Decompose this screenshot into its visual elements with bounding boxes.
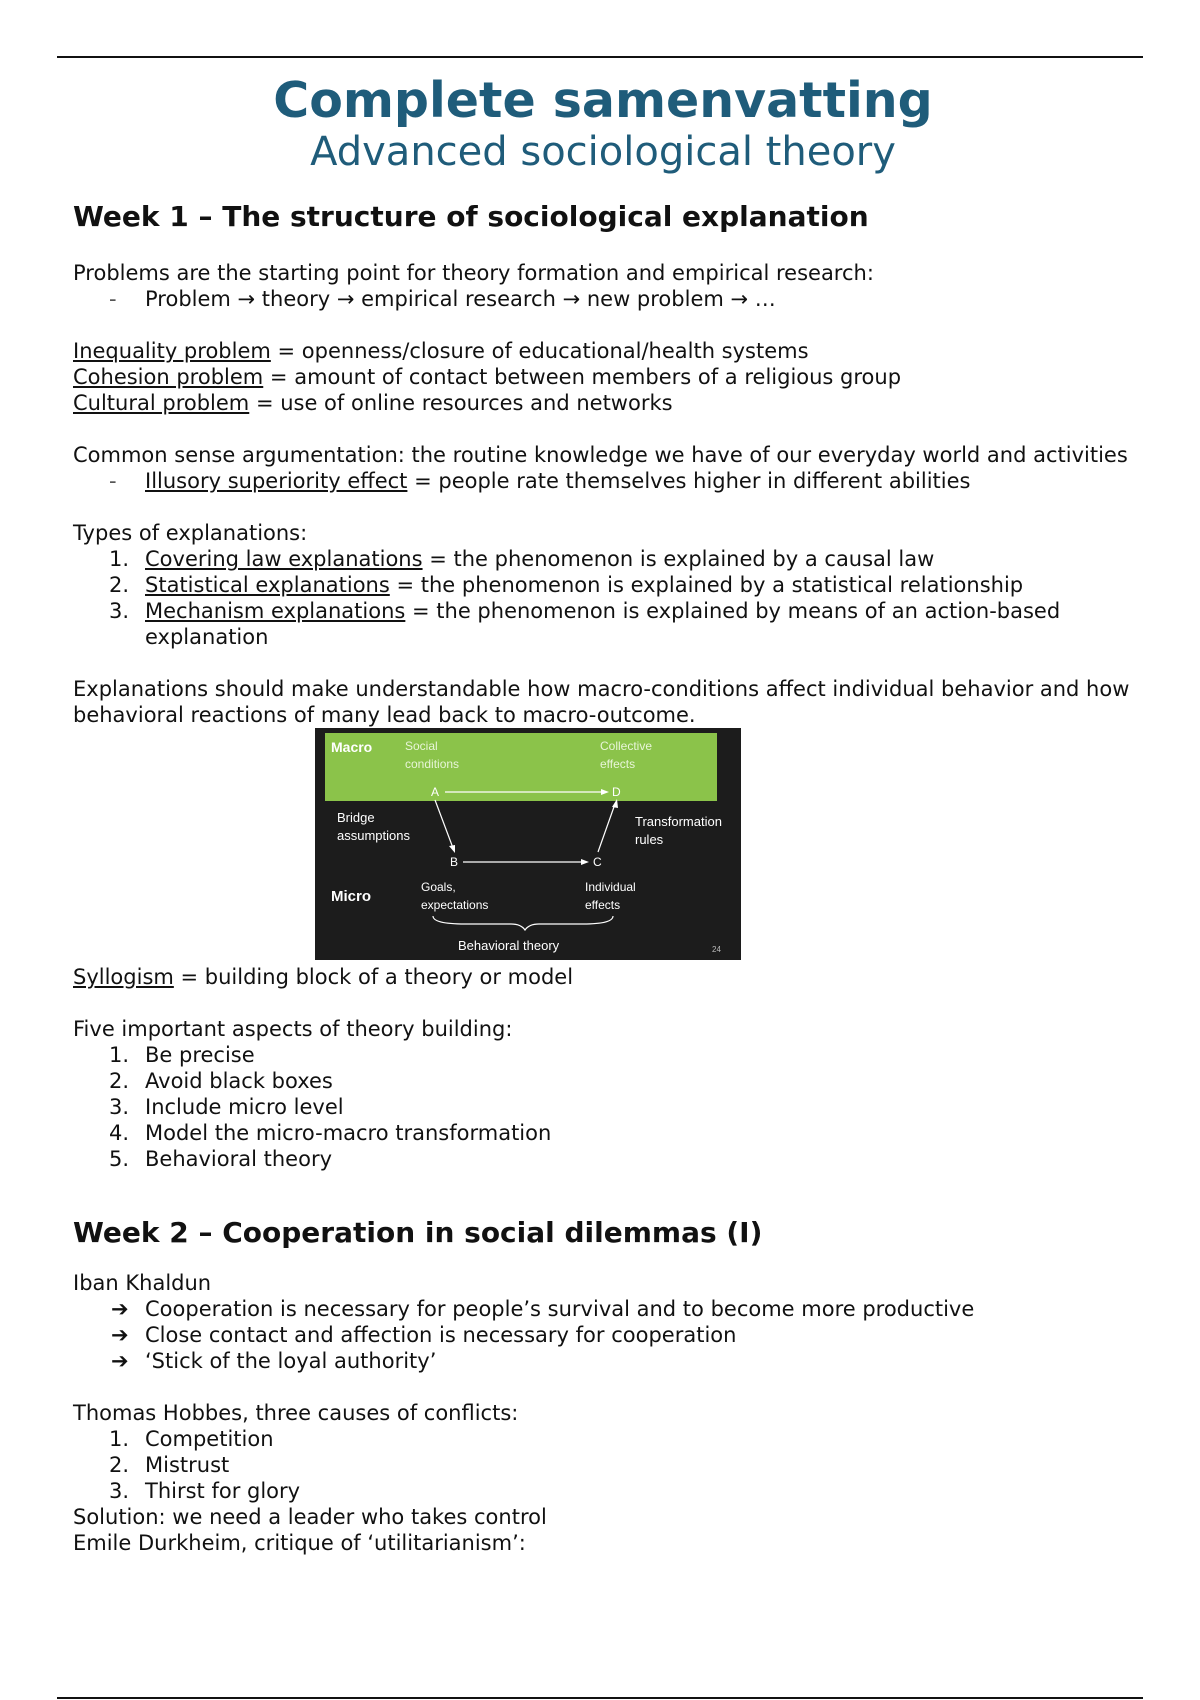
micro-label: Micro xyxy=(331,888,372,905)
list-item xyxy=(73,468,1133,494)
khaldun-label: Iban Khaldun xyxy=(73,1271,212,1295)
arrow-a-b xyxy=(435,800,453,848)
top-rule xyxy=(57,56,1143,58)
definition-line xyxy=(73,390,1133,416)
arrow-bullet-icon: ➔ xyxy=(111,1323,129,1347)
brace-icon xyxy=(433,916,613,930)
bridge-label-1: Bridge xyxy=(337,810,375,825)
document-body xyxy=(73,70,1133,1556)
collective-label-1: Collective xyxy=(600,739,653,753)
problems-list xyxy=(73,286,1133,312)
illusory-list xyxy=(73,468,1133,494)
node-c: C xyxy=(593,855,602,869)
macro-micro-paragraph: Explanations should make understandable how macro-conditions affect individual behavior and how behavioral reactions of many lead back to macro-outcome. xyxy=(73,677,1130,727)
aspects-list xyxy=(73,1042,1133,1172)
definition-desc: = openness/closure of educational/health systems xyxy=(270,339,809,363)
macro-label: Macro xyxy=(331,739,373,755)
goals-label-2: expectations xyxy=(421,898,489,912)
figure-container xyxy=(73,728,1133,964)
definition-line xyxy=(73,364,1133,390)
definition-term: Cultural problem xyxy=(73,391,250,415)
definition-desc: = use of online resources and networks xyxy=(249,391,673,415)
arrowhead-icon xyxy=(449,845,455,853)
social-label-1: Social xyxy=(405,739,438,753)
arrow-c-d xyxy=(598,804,615,852)
transform-label-1: Transformation xyxy=(635,814,722,829)
definition-desc: = the phenomenon is explained by a causal law xyxy=(422,547,935,571)
hobbes-intro: Thomas Hobbes, three causes of conflicts: xyxy=(73,1401,519,1425)
list-item: 3. Thirst for glory xyxy=(109,1479,301,1503)
definition-desc: = the phenomenon is explained by means of an action-based explanation xyxy=(145,599,1061,649)
list-item: 3. Include micro level xyxy=(109,1095,344,1119)
list-item: 2. Avoid black boxes xyxy=(109,1069,333,1093)
document-title: Complete samenvatting xyxy=(273,72,933,129)
arrowhead-icon xyxy=(581,859,589,865)
aspects-intro: Five important aspects of theory building: xyxy=(73,1017,513,1041)
arrow-bullet-icon: ➔ xyxy=(111,1297,129,1321)
list-item: 4. Model the micro-macro transformation xyxy=(109,1121,552,1145)
definition-desc: = people rate themselves higher in different abilities xyxy=(407,469,971,493)
week2-heading: Week 2 – Cooperation in social dilemmas (I) xyxy=(73,1216,763,1249)
list-item: 5. Behavioral theory xyxy=(109,1147,333,1171)
list-item: 3. Mechanism explanations = the phenomenon is explained by means of an action-based explanation xyxy=(109,599,1061,649)
goals-label-1: Goals, xyxy=(421,880,456,894)
syllogism-line xyxy=(73,964,1133,990)
list-item: 2. Mistrust xyxy=(109,1453,230,1477)
solution-line: Solution: we need a leader who takes control xyxy=(73,1505,547,1529)
types-list xyxy=(73,546,1133,650)
types-intro: Types of explanations: xyxy=(73,521,308,545)
individual-label-2: effects xyxy=(585,898,621,912)
hobbes-list xyxy=(73,1426,1133,1504)
list-item: 1. Covering law explanations = the phenomenon is explained by a causal law xyxy=(109,547,935,571)
durkheim-line: Emile Durkheim, critique of ‘utilitarianism’: xyxy=(73,1531,526,1555)
coleman-boat-diagram xyxy=(315,728,741,960)
node-b: B xyxy=(450,855,459,869)
arrow-bullet-icon: ➔ xyxy=(111,1349,129,1373)
individual-label-1: Individual xyxy=(585,880,636,894)
slide-number: 24 xyxy=(712,945,721,954)
social-label-2: conditions xyxy=(405,757,460,771)
list-item: ➔ Close contact and affection is necessary for cooperation xyxy=(111,1323,737,1347)
bridge-label-2: assumptions xyxy=(337,828,410,843)
week1-heading: Week 1 – The structure of sociological explanation xyxy=(73,200,869,233)
definition-line xyxy=(73,338,1133,364)
macro-band xyxy=(325,733,717,801)
definition-desc: = amount of contact between members of a religious group xyxy=(263,365,902,389)
behavioral-theory-label: Behavioral theory xyxy=(458,938,560,953)
definition-term: Illusory superiority effect xyxy=(145,469,408,493)
list-item: ➔ ‘Stick of the loyal authority’ xyxy=(111,1349,437,1373)
document-subtitle: Advanced sociological theory xyxy=(310,129,896,175)
list-item: 1. Competition xyxy=(109,1427,274,1451)
dash-bullet-icon: - xyxy=(109,287,117,311)
list-item: 1. Be precise xyxy=(109,1043,255,1067)
list-item: ➔ Cooperation is necessary for people’s survival and to become more productive xyxy=(111,1297,975,1321)
node-a: A xyxy=(431,785,440,799)
definition-term: Inequality problem xyxy=(73,339,271,363)
definition-term: Syllogism xyxy=(73,965,174,989)
list-item: - Problem → theory → empirical research → new problem → … xyxy=(109,287,776,311)
definition-term: Cohesion problem xyxy=(73,365,264,389)
bottom-rule xyxy=(57,1697,1143,1699)
collective-label-2: effects xyxy=(600,757,636,771)
definition-desc: = building block of a theory or model xyxy=(173,965,574,989)
khaldun-list xyxy=(73,1296,1133,1374)
common-sense-paragraph: Common sense argumentation: the routine knowledge we have of our everyday world and activities xyxy=(73,443,1128,467)
transform-label-2: rules xyxy=(635,832,664,847)
definition-term: Statistical explanations xyxy=(145,573,390,597)
problems-intro: Problems are the starting point for theory formation and empirical research: xyxy=(73,261,874,285)
definition-term: Mechanism explanations xyxy=(145,599,406,623)
node-d: D xyxy=(612,785,621,799)
definition-desc: = the phenomenon is explained by a statistical relationship xyxy=(389,573,1024,597)
list-item: 2. Statistical explanations = the phenomenon is explained by a statistical relationship xyxy=(109,573,1024,597)
definition-term: Covering law explanations xyxy=(145,547,423,571)
dash-bullet-icon: - xyxy=(109,469,117,493)
